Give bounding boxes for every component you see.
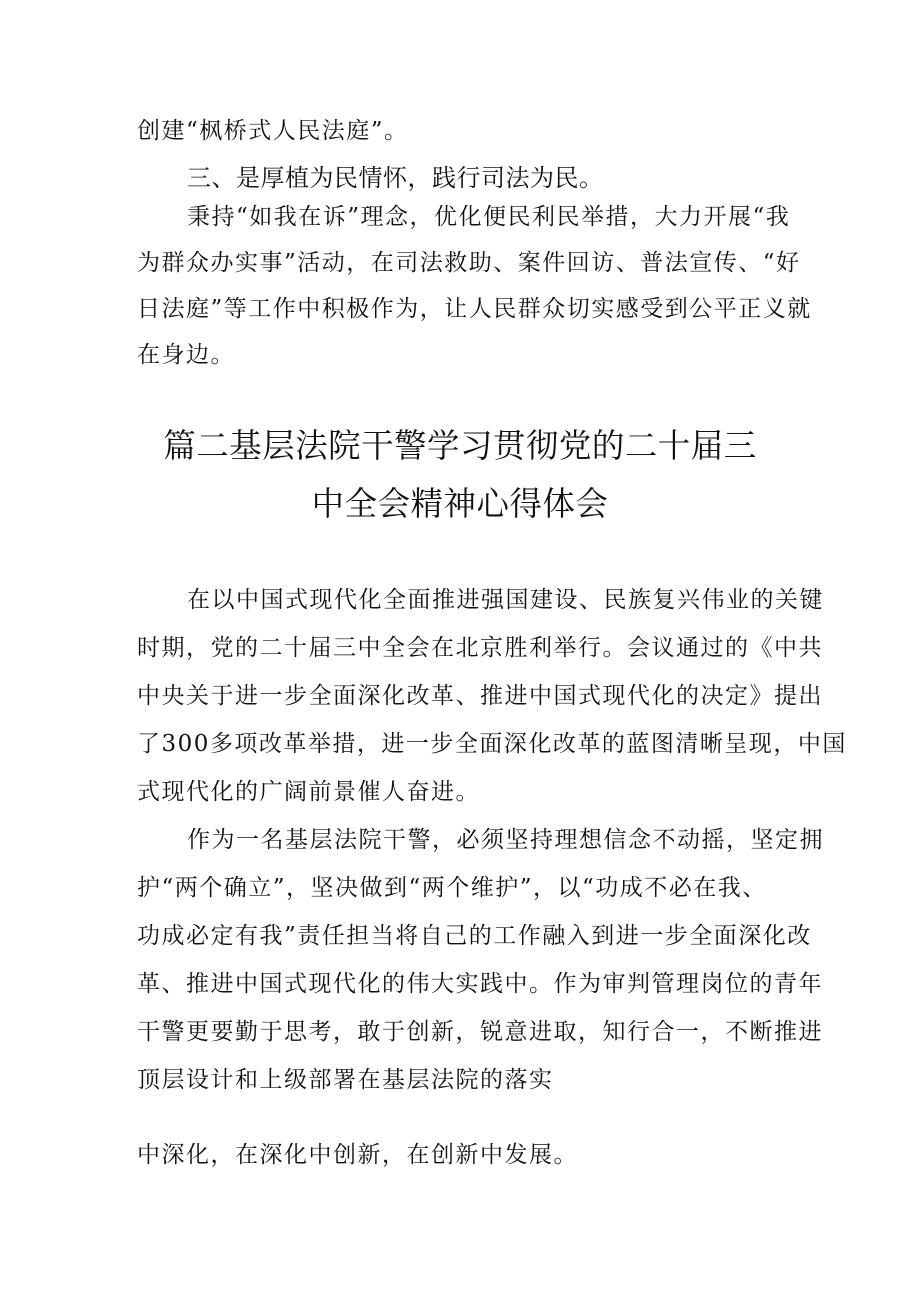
- paragraph-line: 为群众办实事”活动，在司法救助、案件回访、普法宣传、“好: [137, 250, 801, 276]
- paragraph-line: 功成必定有我”责任担当将自己的工作融入到进一步全面深化改: [137, 923, 812, 949]
- continuation-line: 中深化，在深化中创新，在创新中发展。: [137, 1142, 578, 1168]
- paragraph-line: 中央关于进一步全面深化改革、推进中国式现代化的决定》提出: [137, 683, 823, 709]
- paragraph-line: 革、推进中国式现代化的伟大实践中。作为审判管理岗位的青年: [137, 971, 823, 997]
- paragraph-line: 作为一名基层法院干警，必须坚持理想信念不动摇，坚定拥: [187, 827, 824, 853]
- paragraph-line: 日法庭”等工作中积极作为，让人民群众切实感受到公平正义就: [137, 296, 812, 322]
- paragraph-line: 式现代化的广阔前景催人奋进。: [137, 779, 480, 805]
- paragraph-line: 秉持“如我在诉”理念，优化便民利民举措，大力开展“我: [187, 204, 791, 230]
- paragraph-line: 时期，党的二十届三中全会在北京胜利举行。会议通过的《中共: [137, 635, 823, 661]
- article-title-line-2: 中全会精神心得体会: [311, 484, 609, 523]
- article-title-line-1: 篇二基层法院干警学习贯彻党的二十届三: [163, 426, 757, 465]
- paragraph-line: 在身边。: [137, 342, 235, 368]
- intro-line: 创建“枫桥式人民法庭”。: [137, 118, 409, 144]
- paragraph-line: 顶层设计和上级部署在基层法院的落实: [137, 1067, 554, 1093]
- paragraph-line: 护“两个确立”，坚决做到“两个维护”，以“功成不必在我、: [137, 875, 767, 901]
- paragraph-line: 在以中国式现代化全面推进强国建设、民族复兴伟业的关键: [187, 587, 824, 613]
- section-heading: 三、是厚植为民情怀，践行司法为民。: [187, 164, 604, 192]
- paragraph-line: 了300多项改革举措，进一步全面深化改革的蓝图清晰呈现，中国: [137, 731, 847, 757]
- paragraph-line: 干警更要勤于思考，敢于创新，锐意进取，知行合一，不断推进: [137, 1019, 823, 1045]
